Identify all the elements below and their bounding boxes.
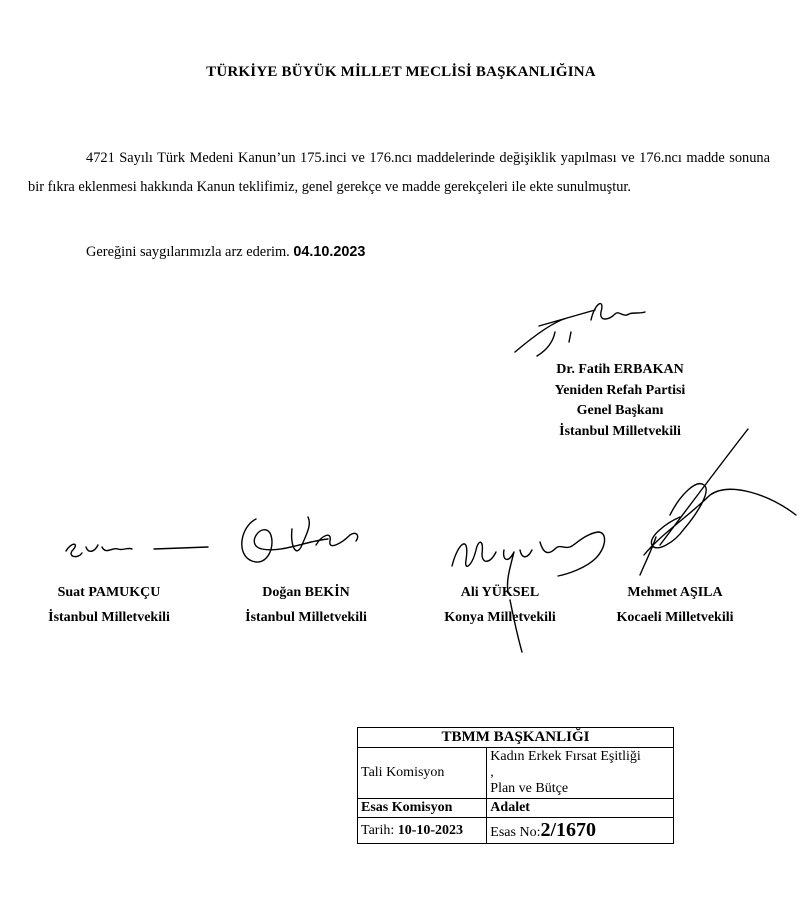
- closing-line: [86, 238, 365, 266]
- signer-suat-pamukcu: [24, 580, 194, 630]
- esas-no-cell: [487, 818, 674, 844]
- tali-komisyon-label: Tali Komisyon: [358, 748, 487, 799]
- signer-constituency: İstanbul Milletvekili: [245, 610, 367, 625]
- main-signer-party: Yeniden Refah Partisi: [554, 382, 686, 398]
- closing-text: Gereğini saygılarımızla arz ederim.: [86, 244, 290, 260]
- tarih-value: 10-10-2023: [397, 822, 464, 838]
- signer-name: Doğan BEKİN: [262, 585, 350, 600]
- esas-komisyon-label: Esas Komisyon: [358, 799, 487, 818]
- tali-value-separator: ,: [490, 765, 494, 780]
- esas-no-value: 2/1670: [540, 819, 597, 841]
- signature-mehmet-asila: [600, 425, 800, 585]
- tali-value-1: Kadın Erkek Fırsat Eşitliği: [490, 749, 641, 764]
- closing-date: 04.10.2023: [293, 244, 366, 260]
- signature-fatih-erbakan: [505, 290, 665, 370]
- signer-name: Suat PAMUKÇU: [57, 585, 161, 600]
- signer-mehmet-asila: [600, 580, 750, 630]
- stamp-header: TBMM BAŞKANLIĞI: [358, 728, 674, 748]
- main-signer-role: Genel Başkanı: [576, 403, 664, 418]
- signature-dogan-bekin: [232, 505, 372, 575]
- esas-komisyon-value: Adalet: [487, 799, 674, 818]
- signature-suat-pamukcu: [58, 525, 218, 570]
- signer-name: Ali YÜKSEL: [460, 585, 540, 600]
- esas-no-label: Esas No:: [490, 825, 541, 840]
- document-title: TÜRKİYE BÜYÜK MİLLET MECLİSİ BAŞKANLIĞINA: [206, 64, 596, 80]
- tali-value-2: Plan ve Bütçe: [490, 781, 569, 796]
- registry-stamp: [357, 727, 674, 844]
- body-paragraph: 4721 Sayılı Türk Medeni Kanun’un 175.inci ve 176.ncı maddelerinde değişiklik yapılması ve 176.ncı madde sonuna bir fıkra eklenmesi hakkında Kanun teklifimiz, genel gerekçe ve madde gerekçeleri ile ekte sunulmuştur.: [28, 150, 770, 195]
- signer-ali-yuksel: [420, 580, 580, 630]
- signer-constituency: Konya Milletvekili: [444, 610, 556, 625]
- signer-dogan-bekin: [218, 580, 394, 630]
- tarih-label: Tarih:: [361, 822, 395, 838]
- tali-komisyon-value: [487, 748, 674, 799]
- main-signer-constituency: İstanbul Milletvekili: [559, 423, 681, 439]
- signer-constituency: İstanbul Milletvekili: [48, 610, 170, 625]
- signer-constituency: Kocaeli Milletvekili: [616, 610, 734, 625]
- tarih-cell: [358, 818, 487, 844]
- main-signer-name: Dr. Fatih ERBAKAN: [556, 362, 684, 377]
- signer-name: Mehmet AŞILA: [627, 585, 723, 600]
